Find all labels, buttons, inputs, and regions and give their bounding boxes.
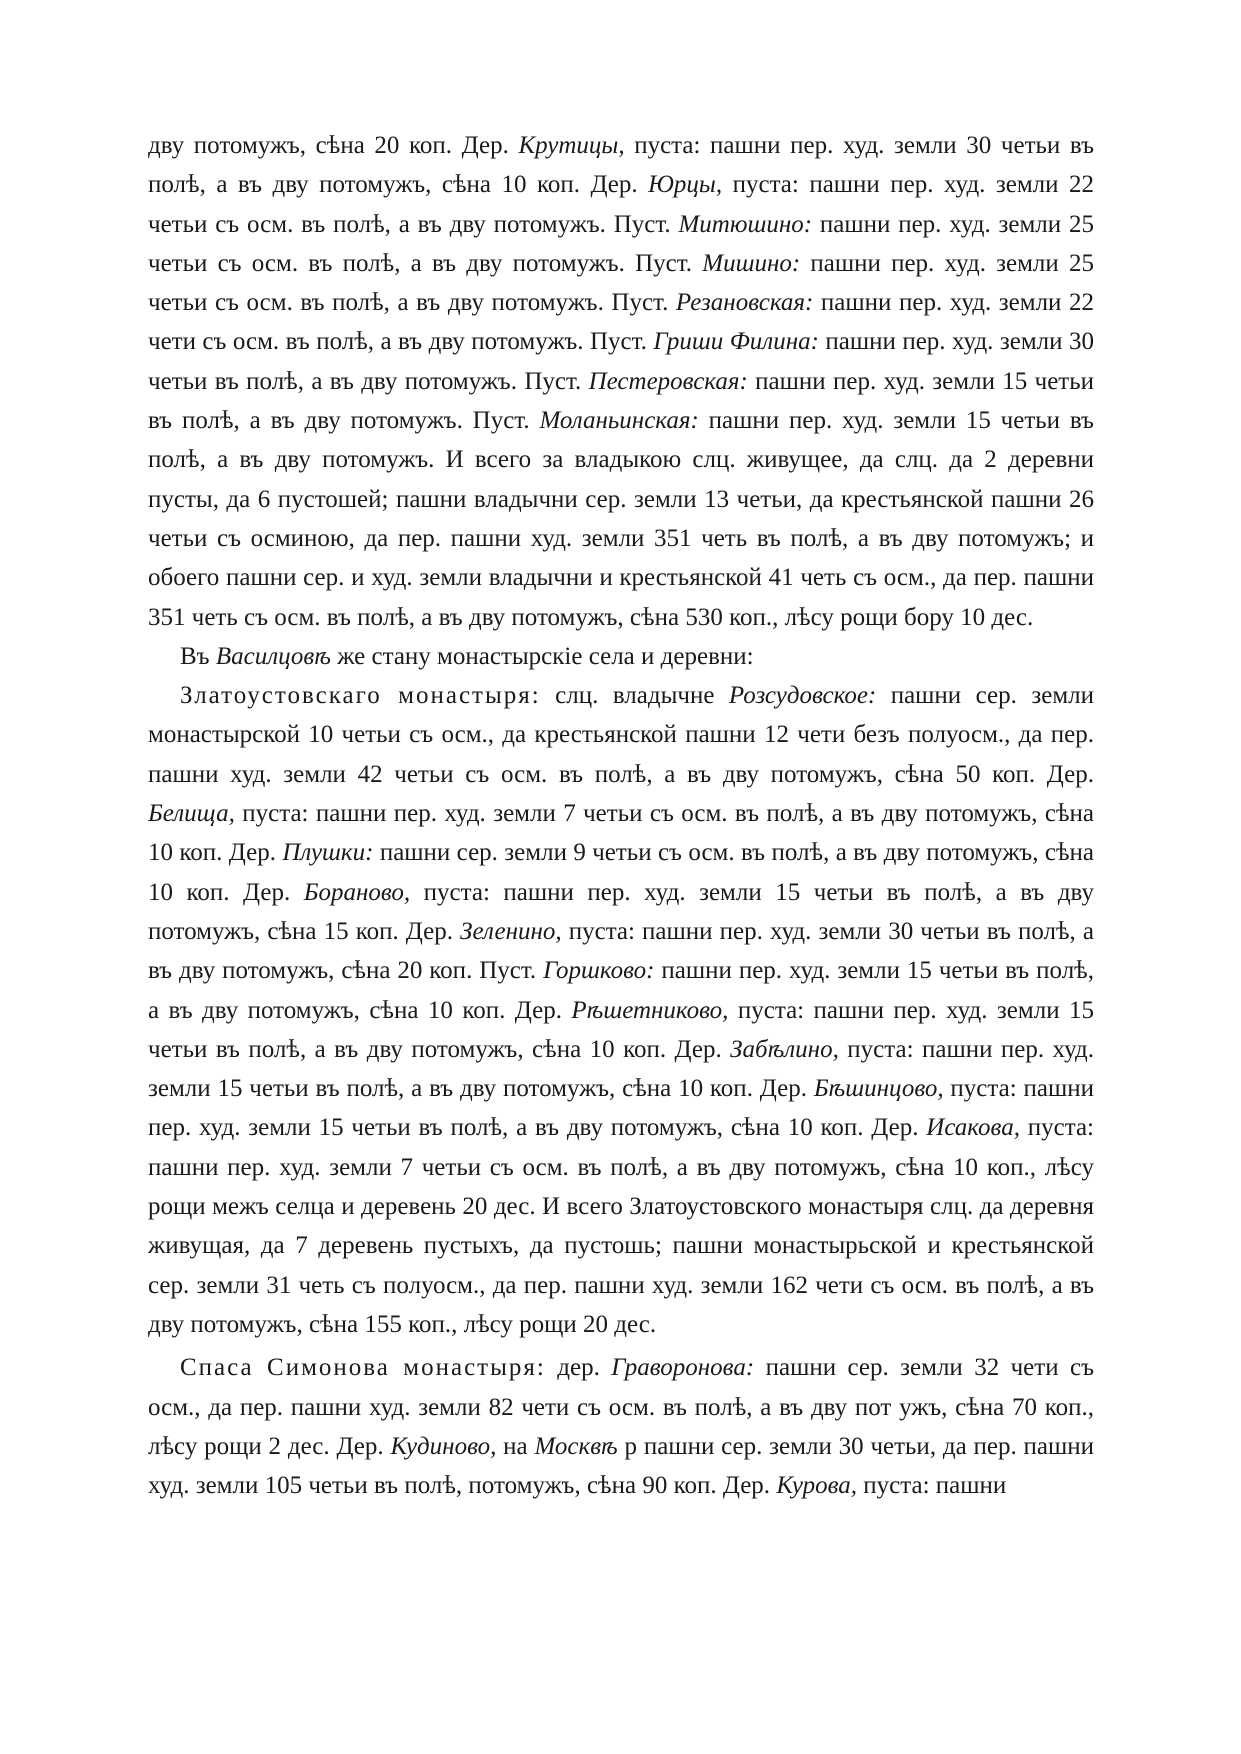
text-run: пашни сер. земли 9 четьи съ осм. въ полѣ, а въ дву потомужъ, сѣна 10 коп. Дер. xyxy=(148,839,1094,906)
text-run: р пашни сер. земли 30 четьи, да пер. пашни худ. земли 105 четьи въ полѣ, потомужъ, сѣна 90 коп. Дер. xyxy=(148,1432,1095,1500)
text-run: пашни сер. земли монастырской 10 четьи съ осм., да крестьянской пашни 12 чети безъ полуосм., да пер. пашни худ. земли 42 четьи съ осм. въ полѣ, а въ дву потомужъ, сѣна 50 коп. Дер. xyxy=(148,682,1094,788)
place-name: Гриши Филина: xyxy=(653,328,819,356)
text-run: Въ xyxy=(180,642,216,670)
text-run: на xyxy=(496,1432,535,1460)
document-page xyxy=(148,126,1094,1505)
place-name: Бораново, xyxy=(303,878,411,906)
text-run: пуста: пашни пер. худ. земли 15 четьи въ полѣ, а въ дву потомужъ, сѣна 10 коп. Дер. xyxy=(148,996,1095,1063)
place-name: Крутицы, xyxy=(518,132,625,159)
paragraph xyxy=(148,126,1094,637)
text-run: пашни пер. худ. земли 15 четьи въ полѣ, а въ дву потомужъ, сѣна 10 коп. Дер. xyxy=(148,957,1094,1024)
place-name: Плушки: xyxy=(282,839,374,867)
text-run: пуста: пашни пер. худ. земли 15 четьи въ полѣ, а въ дву потомужъ, сѣна 10 коп. Дер. xyxy=(148,1075,1094,1142)
monastery-heading: Златоустовскаго монастыря: xyxy=(180,682,541,710)
text-run: пашни пер. худ. земли 25 четьи съ осм. въ полѣ, а въ дву потомужъ. Пуст. xyxy=(148,210,1094,277)
text-run: слц. владычне xyxy=(540,682,729,710)
text-run: пуста: пашни пер. худ. земли 15 четьи въ полѣ, а въ дву потомужъ, сѣна 15 коп. Дер. xyxy=(148,878,1094,945)
place-name: Кудиново, xyxy=(390,1432,497,1460)
text-run: же стану монастырскіе села и деревни: xyxy=(330,642,754,670)
place-name: Рѣшетниково, xyxy=(571,996,729,1024)
text-run: пуста: пашни пер. худ. земли 7 четьи съ осм. въ полѣ, а въ дву потомужъ, сѣна 10 коп. Дер. xyxy=(148,800,1094,867)
place-name: Розсудовское: xyxy=(728,682,877,710)
place-name: Митюшино: xyxy=(678,210,813,238)
place-name: Курова, xyxy=(776,1472,858,1500)
text-run: дву потомужъ, сѣна 20 коп. Дер. xyxy=(148,132,519,159)
text-run: пашни пер. худ. земли 22 чети съ осм. въ полѣ, а въ дву потомужъ. Пуст. xyxy=(148,289,1094,356)
place-name: Белища, xyxy=(148,800,235,828)
place-name: Горшково: xyxy=(543,957,655,985)
place-name: Мишино: xyxy=(702,249,801,277)
paragraph xyxy=(148,676,1094,1344)
text-run: пуста: пашни пер. худ. земли 30 четьи въ полѣ, а въ дву потомужъ, сѣна 20 коп. Пуст. xyxy=(148,917,1094,985)
text-run: пашни пер. худ. земли 25 четьи съ осм. въ полѣ, а въ дву потомужъ. Пуст. xyxy=(148,249,1094,317)
text-run: пуста: пашни xyxy=(857,1472,1007,1500)
text-run: пашни сер. земли 32 чети съ осм., да пер. пашни худ. земли 82 чети съ осм. въ полѣ, а въ дву пот ужъ, сѣна 70 коп., лѣсу рощи 2 дес. Дер. xyxy=(148,1354,1095,1460)
place-name: Юрцы, xyxy=(648,171,723,199)
text-run: пуста: пашни пер. худ. земли 22 четьи съ осм. въ полѣ, а въ дву потомужъ. Пуст. xyxy=(148,171,1095,238)
place-name: Бѣшинцово, xyxy=(813,1075,944,1103)
monastery-heading: Спаса Симонова монастыря: xyxy=(180,1354,546,1382)
text-run: пашни пер. худ. земли 15 четьи въ полѣ, а въ дву потомужъ. Пуст. xyxy=(148,367,1094,435)
place-name: Василцовѣ xyxy=(215,642,331,670)
place-name: Зеленино, xyxy=(460,917,562,945)
place-name: Исакова, xyxy=(926,1114,1020,1142)
place-name: Граворонова: xyxy=(611,1354,755,1382)
text-run: пуста: пашни пер. худ. земли 30 четьи въ полѣ, а въ дву потомужъ, сѣна 10 коп. Дер. xyxy=(148,132,1094,199)
place-name: Забѣлино, xyxy=(730,1035,839,1063)
place-name: Моланьинская: xyxy=(539,407,699,435)
paragraph xyxy=(148,637,1094,676)
text-run: пуста: пашни пер. худ. земли 7 четьи съ осм. въ полѣ, а въ дву потомужъ, сѣна 10 коп., лѣсу рощи межъ селца и деревень 20 дес. И всего Златоустовского монастыря слц. да деревня живущая, да 7 деревень пустыхъ, да пустошь; пашни монастырьской и крестьянской сер. земли 31 четь съ полуосм., да пер. пашни худ. земли 162 чети съ осм. въ полѣ, а въ дву потомужъ, сѣна 155 коп., лѣсу рощи 20 дес. xyxy=(148,1114,1094,1338)
place-name: Резановская: xyxy=(675,289,814,317)
text-run: пашни пер. худ. земли 30 четьи въ полѣ, а въ дву потомужъ. Пуст. xyxy=(148,328,1094,395)
place-name: Москвѣ xyxy=(534,1432,618,1460)
text-run: пашни пер. худ. земли 15 четьи въ полѣ, а въ дву потомужъ. И всего за владыкою слц. живущее, да слц. да 2 деревни пусты, да 6 пустошей; пашни владычни сер. земли 13 четьи, да крестьянской пашни 26 четьи съ осминою, да пер. пашни худ. земли 351 четь въ полѣ, а въ дву потомужъ; и обоего пашни сер. и худ. земли владычни и крестьянской 41 четь съ осм., да пер. пашни 351 четь съ осм. въ полѣ, а въ дву потомужъ, сѣна 530 коп., лѣсу рощи бору 10 дес. xyxy=(148,407,1094,631)
paragraph xyxy=(148,1348,1094,1505)
place-name: Пестеровская: xyxy=(588,367,748,395)
text-run: дер. xyxy=(545,1354,612,1382)
text-run: пуста: пашни пер. худ. земли 15 четьи въ полѣ, а въ дву потомужъ, сѣна 10 коп. Дер. xyxy=(148,1035,1094,1103)
